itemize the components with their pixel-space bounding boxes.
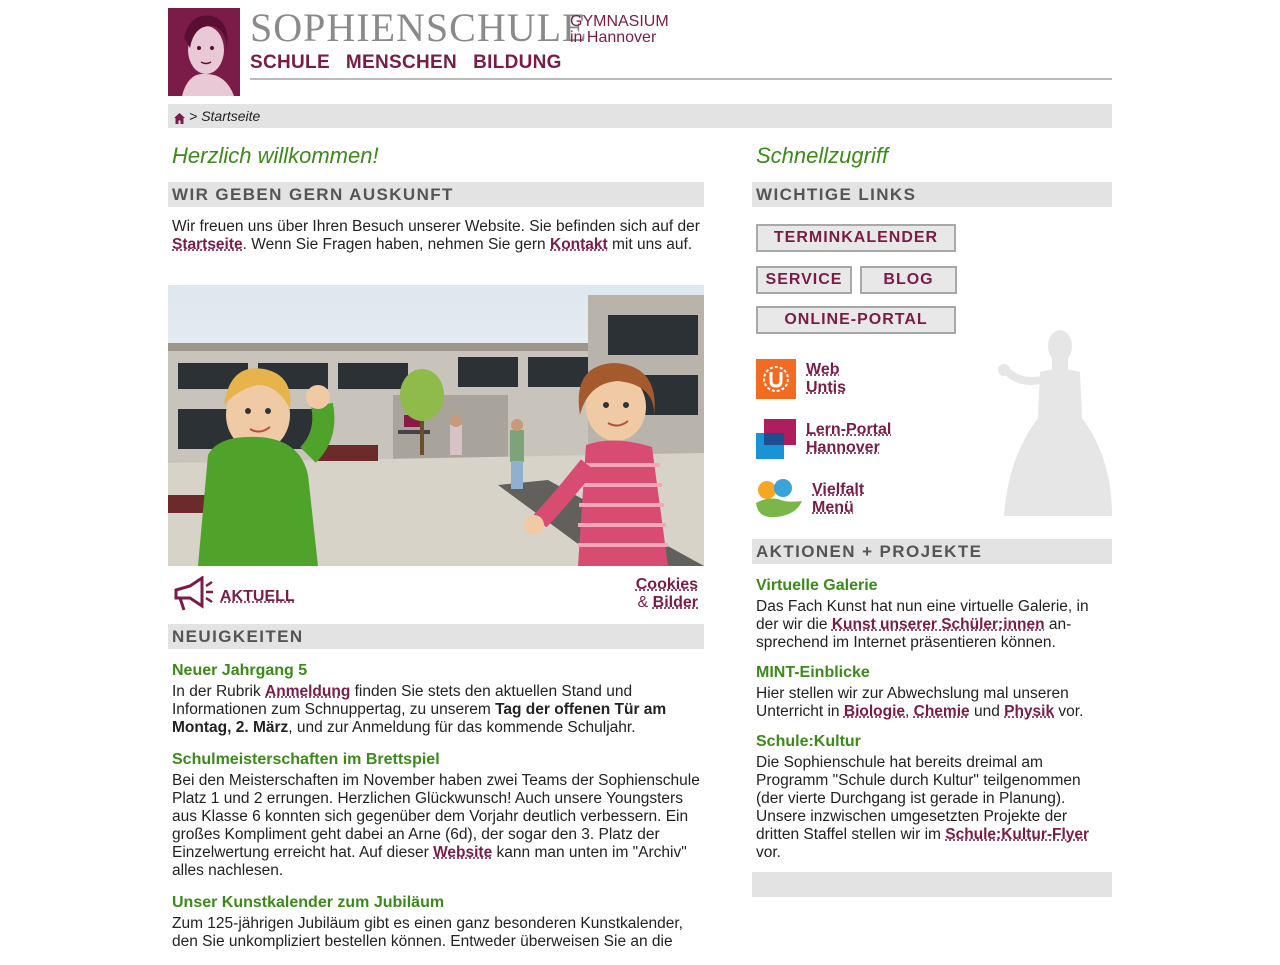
webuntis-link-group[interactable]: [756, 359, 846, 399]
home-icon[interactable]: [174, 111, 185, 122]
news-band: NEUIGKEITEN: [168, 624, 704, 649]
vielfalt-link-group[interactable]: [756, 479, 864, 519]
news-text: finden Sie stets den aktuellen Stand und Informationen zum Schnuppertag, zu unserem: [172, 683, 633, 718]
brand[interactable]: [250, 5, 588, 50]
lernportal-line1[interactable]: Lern-Portal: [806, 421, 892, 438]
lernportal-icon: [756, 419, 796, 459]
project-text: vor.: [756, 844, 781, 861]
news-title[interactable]: Schulmeisterschaften im Brettspiel: [172, 751, 440, 768]
kontakt-link[interactable]: Kontakt: [550, 236, 608, 253]
blog-button[interactable]: BLOG: [860, 266, 957, 294]
projects-band: AKTIONEN + PROJEKTE: [752, 539, 1112, 564]
brand-sub-1: GYMNASIUM: [570, 13, 669, 30]
project-text: ansprechend im Internet präsentieren können.: [756, 616, 1072, 651]
webuntis-line1[interactable]: Web: [806, 361, 840, 378]
bilder-link[interactable]: Bilder: [652, 594, 698, 611]
intro-text: [172, 218, 700, 254]
news-text: Zum 125-jährigen Jubiläum gibt es einen ganz besonderen Kunstkalender, den Sie unkompliziert bestellen können. Entweder überweisen Sie an die: [172, 915, 683, 950]
news-text: In der Rubrik: [172, 683, 266, 700]
intro-part: mit uns auf.: [607, 236, 693, 253]
intro-part: . Wenn Sie Fragen haben, nehmen Sie gern: [242, 236, 550, 253]
vielfalt-icon: [756, 479, 802, 519]
brand-sub-2: in Hannover: [570, 29, 657, 46]
lady-silhouette-icon: [990, 328, 1112, 516]
anmeldung-link[interactable]: Anmeldung: [265, 683, 351, 700]
vielfalt-line2[interactable]: Menü: [812, 499, 854, 516]
webuntis-line2[interactable]: Untis: [806, 379, 846, 396]
news-text: kann man unten im "Archiv" alles nachlesen.: [172, 844, 687, 879]
projects-list: [756, 577, 1112, 874]
breadcrumb-current: Startseite: [201, 108, 261, 124]
project-item: [756, 664, 1112, 721]
quick-access-title: Schnellzugriff: [756, 143, 889, 168]
intro-part: Wir freuen uns über Ihren Besuch unserer Website. Sie befinden sich auf der: [172, 218, 700, 235]
online-portal-button[interactable]: ONLINE-PORTAL: [756, 306, 956, 334]
project-title[interactable]: Schule:Kultur: [756, 733, 861, 750]
empty-band: [752, 872, 1112, 897]
project-text: Das Fach Kunst hat nun eine virtuelle Galerie, in der wir die: [756, 598, 1089, 633]
breadcrumb-separator: >: [189, 108, 198, 124]
project-text: ,: [905, 703, 914, 720]
project-title[interactable]: Virtuelle Galerie: [756, 577, 878, 594]
header-divider: [250, 78, 1112, 80]
news-item: [172, 894, 702, 951]
amp: &: [637, 594, 649, 611]
school-hero-illustration: [168, 285, 704, 566]
chemie-link[interactable]: Chemie: [913, 703, 970, 720]
kultur-flyer-link[interactable]: Schule:Kultur-Flyer: [945, 826, 1090, 843]
cookies-bilder: [636, 576, 698, 612]
nav-menschen[interactable]: MENSCHEN: [345, 52, 458, 73]
links-band: WICHTIGE LINKS: [752, 182, 1112, 207]
news-bold: Tag der offenen Tür am Montag, 2. März: [172, 701, 667, 736]
info-band: WIR GEBEN GERN AUSKUNFT: [168, 182, 704, 207]
main-nav: [250, 52, 562, 74]
welcome-title: Herzlich willkommen!: [172, 143, 379, 168]
project-item: [756, 733, 1112, 862]
project-item: [756, 577, 1112, 652]
news-title[interactable]: Neuer Jahrgang 5: [172, 662, 308, 679]
news-title[interactable]: Unser Kunstkalender zum Jubiläum: [172, 894, 445, 911]
nav-bildung[interactable]: BILDUNG: [473, 52, 562, 73]
news-list: [172, 662, 702, 965]
lernportal-line2[interactable]: Hannover: [806, 439, 880, 456]
project-text: Die Sophienschule hat bereits dreimal am Programm "Schule durch Kultur" teilgenommen (der vierte Durchgang ist gerade in Planung). Unsere inzwischen umgesetzten Projekte der dritten Staffel stellen wir im: [756, 754, 1081, 843]
physik-link[interactable]: Physik: [1004, 703, 1055, 720]
brand-sub: [570, 14, 669, 46]
webuntis-icon: [756, 359, 796, 399]
news-text: , und zur Anmeldung für das kommende Schuljahr.: [288, 719, 636, 736]
vielfalt-line1[interactable]: Vielfalt: [812, 481, 865, 498]
startseite-link[interactable]: Startseite: [172, 236, 243, 253]
news-item: [172, 662, 702, 737]
brand-name: SOPHIENSCHULE: [250, 5, 588, 50]
school-logo-portrait[interactable]: [168, 8, 240, 96]
megaphone-icon: [172, 576, 214, 617]
website-link[interactable]: Website: [433, 844, 493, 861]
breadcrumb: [168, 104, 1112, 128]
aktuell-link[interactable]: AKTUELL: [220, 587, 295, 605]
biologie-link[interactable]: Biologie: [843, 703, 906, 720]
project-text: vor.: [1054, 703, 1084, 720]
kunst-link[interactable]: Kunst unserer Schüler:innen: [831, 616, 1045, 633]
project-text: und: [969, 703, 1005, 720]
cookies-link[interactable]: Cookies: [635, 576, 698, 593]
news-item: [172, 751, 702, 880]
terminkalender-button[interactable]: TERMINKALENDER: [756, 224, 956, 252]
service-button[interactable]: SERVICE: [756, 266, 852, 294]
news-text: Bei den Meisterschaften im November haben zwei Teams der Sophienschule Platz 1 und 2 errungen. Herzlichen Glückwunsch! Auch unsere Youngsters aus Klasse 6 konnten sich gegenüber dem Vorjahr deutlich verbessern. Ein großes Kompliment geht dabei an Arne (6d), der sogar den 3. Platz der Einzelwertung erreicht hat. Auf dieser: [172, 772, 700, 861]
project-title[interactable]: MINT-Einblicke: [756, 664, 870, 681]
project-text: Hier stellen wir zur Abwechslung mal unseren Unterricht in: [756, 685, 1069, 720]
aktuell-link-group[interactable]: [172, 576, 295, 617]
lernportal-link-group[interactable]: [756, 419, 891, 459]
nav-schule[interactable]: SCHULE: [250, 52, 330, 73]
